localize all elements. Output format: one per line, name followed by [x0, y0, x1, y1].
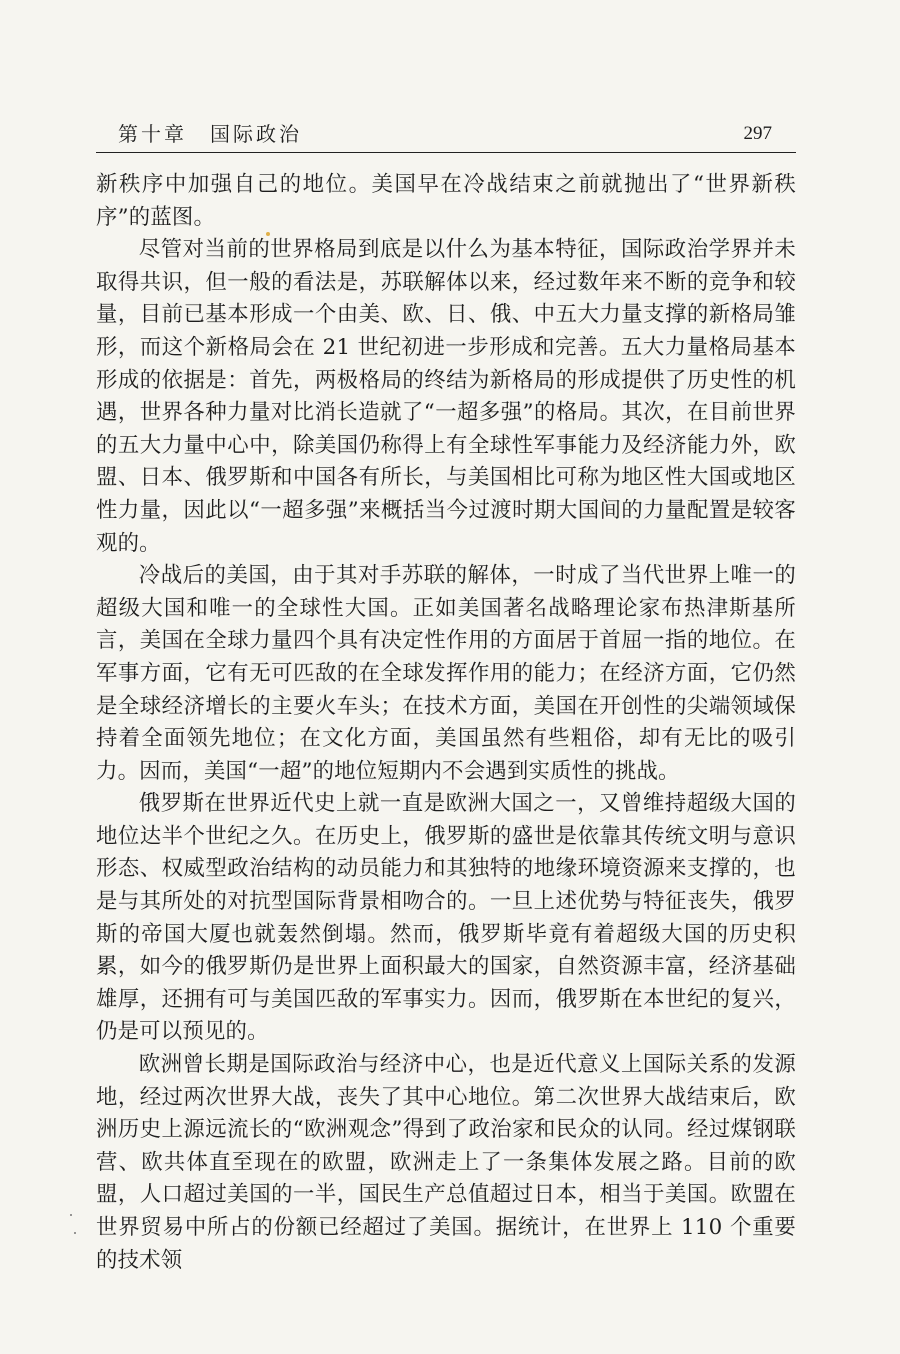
paragraph-continued: 新秩序中加强自己的地位。美国早在冷战结束之前就抛出了“世界新秩序”的蓝图。 — [96, 172, 796, 230]
paragraph-europe: 欧洲曾长期是国际政治与经济中心，也是近代意义上国际关系的发源地，经过两次世界大战，丧失了其中心地位。第二次世界大战结束后，欧洲历史上源远流长的“欧洲观念”得到了政治家和民众的认同。经过煤钢联营、欧共体直至现在的欧盟，欧洲走上了一条集体发展之路。目前的欧盟，人口超过美国的一半，国民生产总值超过日本，相当于美国。欧盟在世界贸易中所占的份额已经超过了美国。据统计，在世界上 110 个重要的技术领 — [96, 1052, 796, 1273]
paragraph-united-states: 冷战后的美国，由于其对手苏联的解体，一时成了当代世界上唯一的超级大国和唯一的全球性大国。正如美国著名战略理论家布热津斯基所言，美国在全球力量四个具有决定性作用的方面居于首屈一指的地位。在军事方面，它有无可匹敌的在全球发挥作用的能力；在经济方面，它仍然是全球经济增长的主要火车头；在技术方面，美国在开创性的尖端领域保持着全面领先地位；在文化方面，美国虽然有些粗俗，却有无比的吸引力。因而，美国“一超”的地位短期内不会遇到实质性的挑战。 — [96, 563, 796, 784]
header-rule — [96, 152, 796, 153]
margin-speck — [74, 1232, 76, 1234]
chapter-title: 第十章 国际政治 — [118, 122, 302, 146]
ink-speck — [266, 232, 270, 236]
margin-speck — [70, 1214, 72, 1216]
paragraph-russia: 俄罗斯在世界近代史上就一直是欧洲大国之一，又曾维持超级大国的地位达半个世纪之久。在历史上，俄罗斯的盛世是依靠其传统文明与意识形态、权威型政治结构的动员能力和其独特的地缘环境资源来支撑的，也是与其所处的对抗型国际背景相吻合的。一旦上述优势与特征丧失，俄罗斯的帝国大厦也就轰然倒塌。然而，俄罗斯毕竟有着超级大国的历史积累，如今的俄罗斯仍是世界上面积最大的国家，自然资源丰富，经济基础雄厚，还拥有可与美国匹敌的军事实力。因而，俄罗斯在本世纪的复兴，仍是可以预见的。 — [96, 791, 796, 1045]
page-number: 297 — [743, 123, 772, 144]
paragraph-world-pattern: 尽管对当前的世界格局到底是以什么为基本特征，国际政治学界并未取得共识，但一般的看法是，苏联解体以来，经过数年来不断的竞争和较量，目前已基本形成一个由美、欧、日、俄、中五大力量支撑的新格局雏形，而这个新格局会在 21 世纪初进一步形成和完善。五大力量格局基本形成的依据是：首先，两极格局的终结为新格局的形成提供了历史性的机遇，世界各种力量对比消长造就了“一超多强”的格局。其次，在目前世界的五大力量中心中，除美国仍称得上有全球性军事能力及经济能力外，欧盟、日本、俄罗斯和中国各有所长，与美国相比可称为地区性大国或地区性力量，因此以“一超多强”来概括当今过渡时期大国间的力量配置是较客观的。 — [96, 237, 796, 556]
body-text — [96, 169, 796, 1277]
running-header — [96, 119, 796, 153]
